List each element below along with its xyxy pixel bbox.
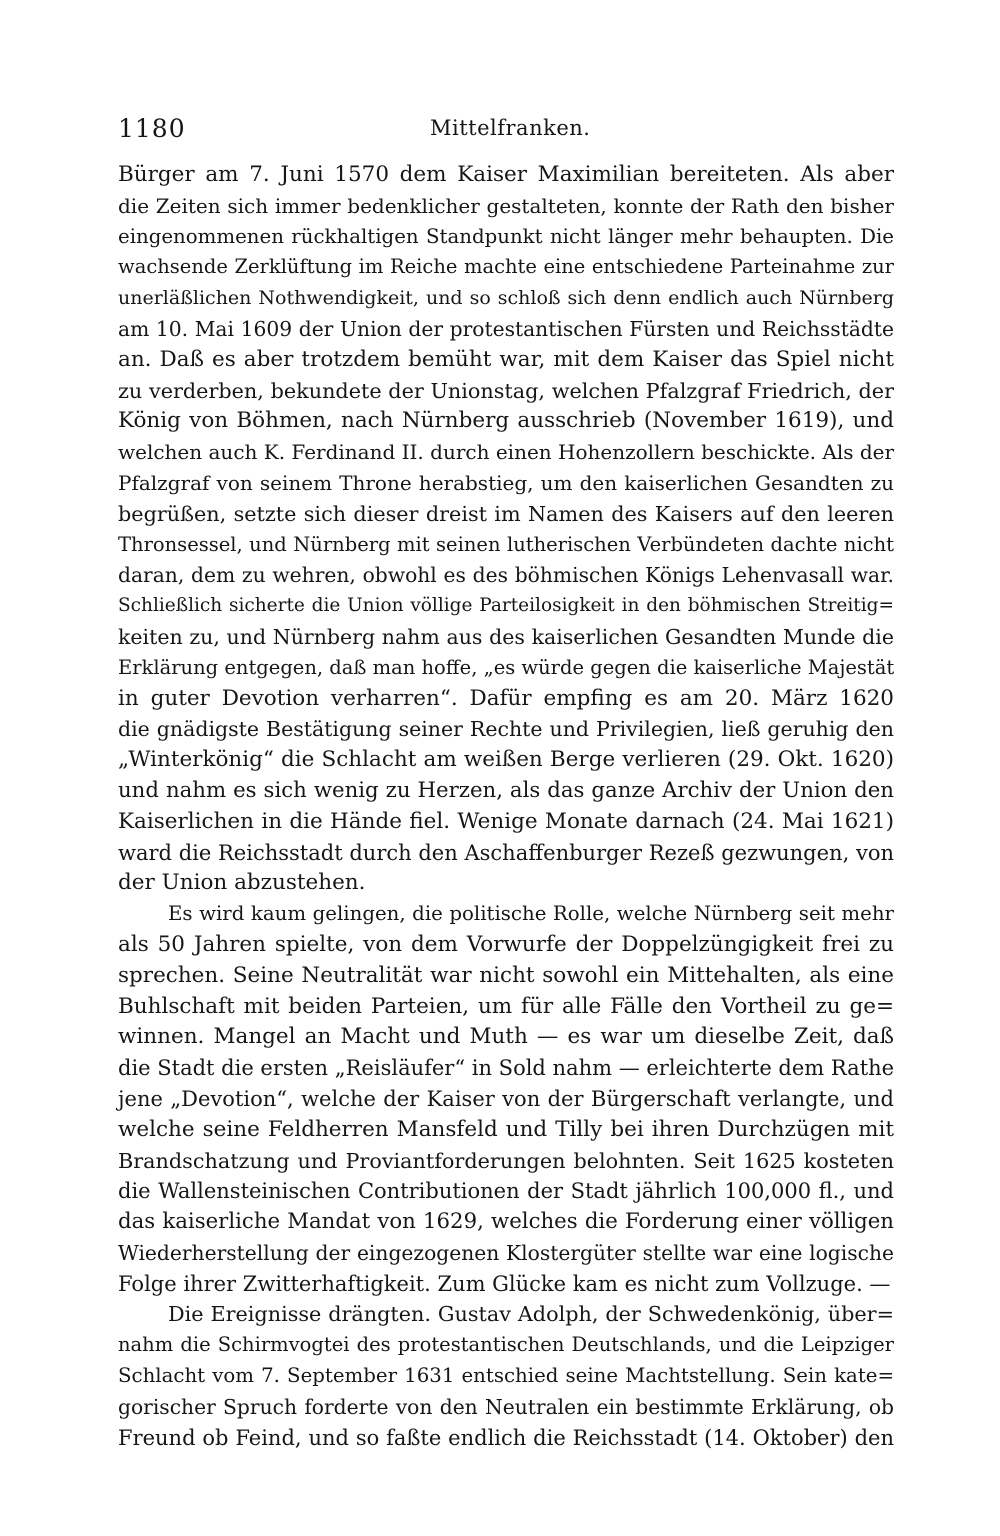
text-line: gorischer Spruch forderte von den Neutralen ein bestimmte Erklärung, ob [118,1394,894,1419]
text-line: Thronsessel, und Nürnberg mit seinen lutherischen Verbündeten dachte nicht [118,532,894,556]
text-line: Erklärung entgegen, daß man hoffe, „es würde gegen die kaiserliche Majestät [118,655,895,679]
text-line: die gnädigste Bestätigung seiner Rechte und Privilegien, ließ geruhig den [118,717,894,742]
text-line: Pfalzgraf von seinem Throne herabstieg, um den kaiserlichen Gesandten zu [118,470,894,495]
text-line: begrüßen, setzte sich dieser dreist im Namen des Kaisers auf den leeren [118,501,894,526]
text-line: Schlacht vom 7. September 1631 entschied seine Machtstellung. Sein kate= [118,1364,894,1388]
text-line: Kaiserlichen in die Hände fiel. Wenige Monate darnach (24. Mai 1621) [118,808,894,834]
text-line: jene „Devotion“, welche der Kaiser von der Bürgerschaft verlangte, und [118,1086,894,1111]
body-text [118,160,894,1453]
text-line: sprechen. Seine Neutralität war nicht sowohl ein Mittehalten, als eine [118,962,894,988]
running-title: Mittelfranken. [430,116,591,140]
paragraph-start-line: Es wird kaum gelingen, die politische Rolle, welche Nürnberg seit mehr [168,902,894,926]
text-line: keiten zu, und Nürnberg nahm aus des kaiserlichen Gesandten Munde die [118,624,894,649]
text-line: Bürger am 7. Juni 1570 dem Kaiser Maximilian bereiteten. Als aber [118,162,894,187]
text-line: unerläßlichen Nothwendigkeit, und so schloß sich denn endlich auch Nürnberg [118,287,894,310]
text-line: die Wallensteinischen Contributionen der Stadt jährlich 100,000 fl., und [118,1179,894,1204]
text-line: nahm die Schirmvogtei des protestantischen Deutschlands, und die Leipziger [118,1333,894,1357]
text-line: ward die Reichsstadt durch den Aschaffenburger Rezeß gezwungen, von [118,840,894,865]
text-line: die Zeiten sich immer bedenklicher gestalteten, konnte der Rath den bisher [118,193,894,218]
text-line: an. Daß es aber trotzdem bemüht war, mit dem Kaiser das Spiel nicht [118,346,894,372]
text-line: welchen auch K. Ferdinand II. durch einen Hohenzollern beschickte. Als der [118,440,895,465]
page-number: 1180 [118,114,186,143]
text-line: Wiederherstellung der eingezogenen Klostergüter stellte war eine logische [118,1240,894,1265]
text-line: Buhlschaft mit beiden Parteien, um für alle Fälle den Vortheil zu ge= [118,993,894,1019]
text-line: Freund ob Feind, und so faßte endlich die Reichsstadt (14. Oktober) den [118,1425,894,1450]
text-line: winnen. Mangel an Macht und Muth — es war um dieselbe Zeit, daß [118,1024,894,1050]
text-line: König von Böhmen, nach Nürnberg ausschrieb (November 1619), und [118,408,894,434]
paragraph-end-line: Folge ihrer Zwitterhaftigkeit. Zum Glücke kam es nicht zum Vollzuge. — [118,1271,891,1296]
text-line: wachsende Zerklüftung im Reiche machte eine entschiedene Parteinahme zur [118,255,894,279]
text-line: in guter Devotion verharren“. Dafür empfing es am 20. März 1620 [118,685,894,711]
text-line: Brandschatzung und Proviantforderungen belohnten. Seit 1625 kosteten [118,1148,894,1173]
text-line: eingenommenen rückhaltigen Standpunkt nicht länger mehr behaupten. Die [118,224,894,248]
text-line: die Stadt die ersten „Reisläufer“ in Sold nahm — erleichterte dem Rathe [118,1056,895,1081]
text-line: welche seine Feldherren Mansfeld und Tilly bei ihren Durchzügen mit [118,1116,894,1142]
text-line: als 50 Jahren spielte, von dem Vorwurfe der Doppelzüngigkeit frei zu [118,931,894,957]
text-line: „Winterkönig“ die Schlacht am weißen Berge verlieren (29. Okt. 1620) [118,747,894,773]
text-line: am 10. Mai 1609 der Union der protestantischen Fürsten und Reichsstädte [118,316,894,341]
text-line: daran, dem zu wehren, obwohl es des böhmischen Königs Lehenvasall war. [118,563,894,588]
text-line: zu verderben, bekundete der Unionstag, welchen Pfalzgraf Friedrich, der [118,378,894,403]
paragraph-start-line: Die Ereignisse drängten. Gustav Adolph, der Schwedenkönig, über= [168,1302,894,1327]
text-line: und nahm es sich wenig zu Herzen, als das ganze Archiv der Union den [118,777,894,803]
text-line: Schließlich sicherte die Union völlige Parteilosigkeit in den böhmischen Streitig= [118,595,894,617]
paragraph-end-line: der Union abzustehen. [118,870,366,896]
text-line: das kaiserliche Mandat von 1629, welches die Forderung einer völligen [118,1209,894,1235]
